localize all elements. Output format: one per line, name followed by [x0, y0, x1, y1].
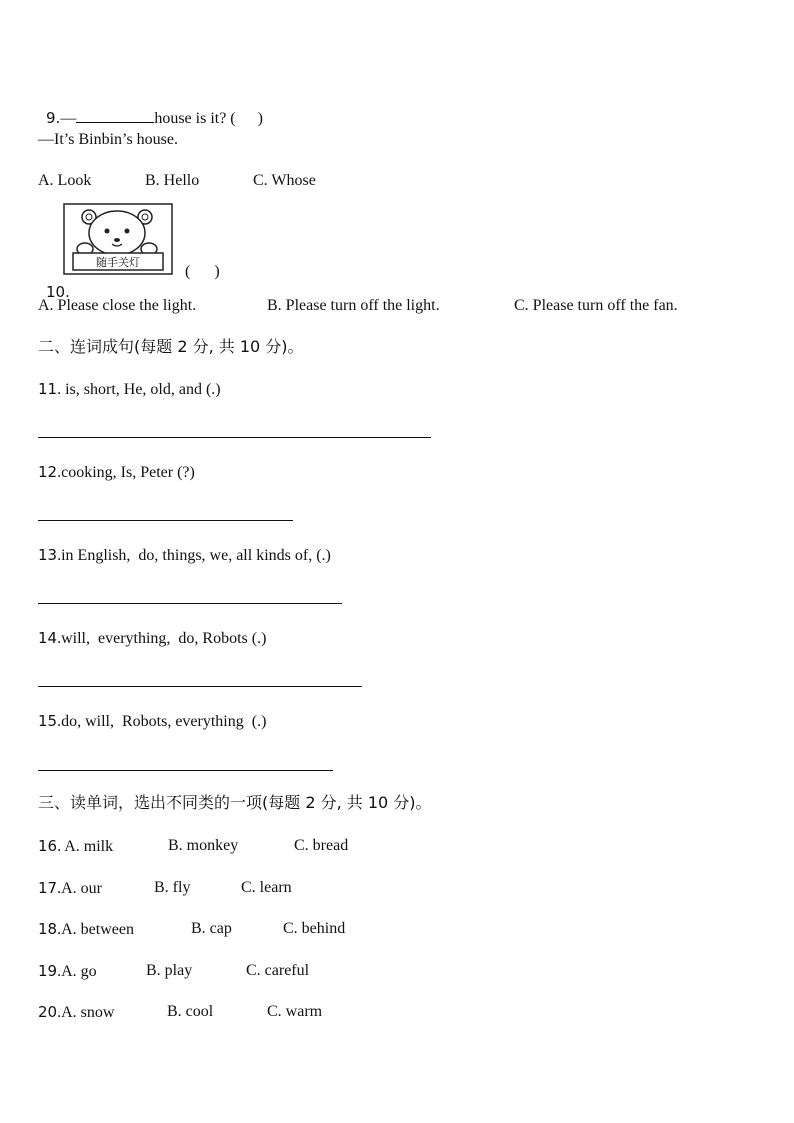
q20-option-b: B. cool [167, 1003, 214, 1020]
question-14 [38, 628, 266, 649]
question-number: 16 [38, 837, 58, 855]
q18-option-b: B. cap [191, 920, 232, 937]
q10-option-a: A. Please close the light. [38, 297, 197, 314]
question-text: .will, everything, do, Robots (.) [57, 630, 267, 647]
paren-close: ) [257, 110, 263, 127]
answer-line-13[interactable] [38, 603, 342, 604]
answer-line-11[interactable] [38, 437, 431, 438]
question-text: . is, short, He, old, and (.) [57, 381, 221, 398]
question-number: 18 [38, 920, 58, 938]
fill-blank[interactable] [76, 108, 154, 123]
q16-option-c: C. bread [294, 837, 349, 854]
question-12 [38, 462, 195, 483]
answer-paren[interactable]: ( ) [185, 263, 220, 280]
question-number: 9. [46, 109, 61, 127]
option-a: .A. go [57, 963, 97, 980]
question-16 [38, 836, 113, 857]
section-2-heading: 二、连词成句(每题 2 分, 共 10 分)。 [38, 337, 304, 356]
option-a: .A. between [57, 921, 134, 938]
q17-option-b: B. fly [154, 879, 191, 896]
question-19 [38, 961, 97, 982]
q19-option-c: C. careful [246, 962, 310, 979]
dash: — [60, 110, 77, 127]
question-18 [38, 919, 134, 940]
q16-option-b: B. monkey [168, 837, 239, 854]
question-number: 10. [46, 283, 70, 301]
question-number: 17 [38, 879, 58, 897]
question-text: .do, will, Robots, everything (.) [57, 713, 267, 730]
question-text: .cooking, Is, Peter (?) [57, 464, 195, 481]
question-9-reply: —It’s Binbin’s house. [38, 131, 179, 148]
answer-line-12[interactable] [38, 520, 293, 521]
q17-option-c: C. learn [241, 879, 292, 896]
answer-line-14[interactable] [38, 686, 362, 687]
question-number: 15 [38, 712, 58, 730]
question-17 [38, 878, 102, 899]
q10-option-c: C. Please turn off the fan. [514, 297, 678, 314]
question-number: 13 [38, 546, 58, 564]
question-9-stem [38, 88, 263, 129]
q19-option-b: B. play [146, 962, 193, 979]
option-a: .A. our [57, 880, 102, 897]
bear-sign-image [63, 203, 173, 275]
q18-option-c: C. behind [283, 920, 346, 937]
q9-option-c: C. Whose [253, 172, 316, 189]
q9-option-a: A. Look [38, 172, 92, 189]
question-number: 11 [38, 380, 58, 398]
q20-option-c: C. warm [267, 1003, 323, 1020]
question-20 [38, 1002, 114, 1023]
question-text: .in English, do, things, we, all kinds of, (.) [57, 547, 331, 564]
sign-text: 随手关灯 [96, 256, 140, 269]
q10-option-b: B. Please turn off the light. [267, 297, 440, 314]
option-a: .A. snow [57, 1004, 115, 1021]
q9-option-b: B. Hello [145, 172, 200, 189]
question-number: 14 [38, 629, 58, 647]
section-3-heading: 三、读单词，选出不同类的一项(每题 2 分, 共 10 分)。 [38, 793, 432, 812]
question-number: 19 [38, 962, 58, 980]
question-13 [38, 545, 331, 566]
answer-line-15[interactable] [38, 770, 333, 771]
question-number: 20 [38, 1003, 58, 1021]
question-15 [38, 711, 266, 732]
question-number: 12 [38, 463, 58, 481]
question-11 [38, 379, 221, 400]
question-stem-text: house is it? ( [154, 110, 236, 127]
option-a: . A. milk [57, 838, 114, 855]
